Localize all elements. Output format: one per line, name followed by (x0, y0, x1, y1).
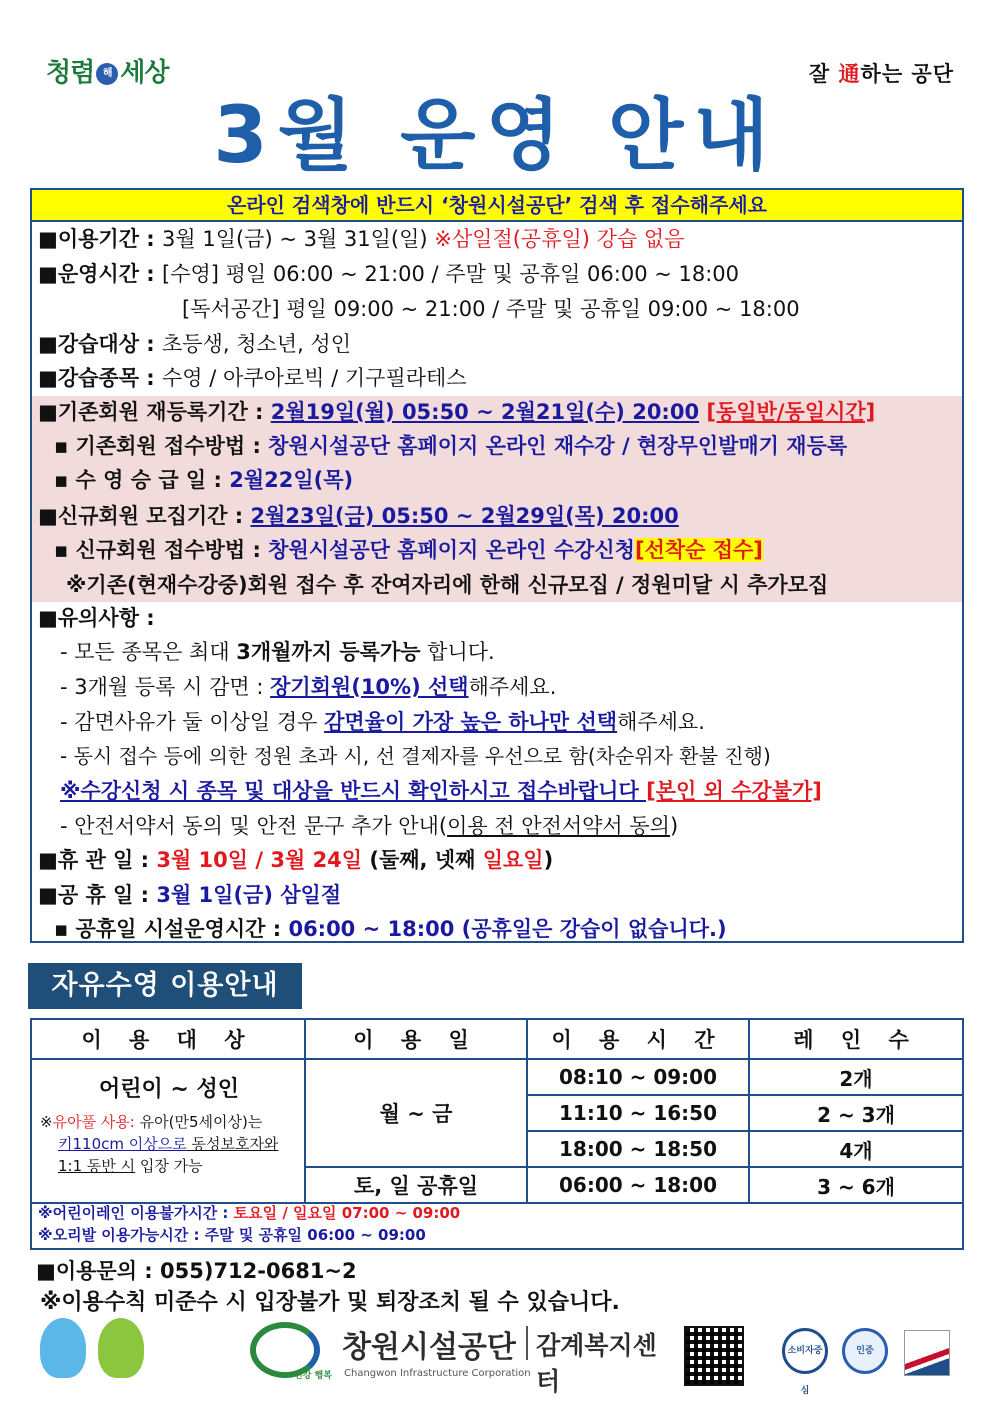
new-note-row: ※기존(현재수강중)회원 접수 후 잔여자리에 한해 신규모집 / 정원미달 시 추가모집 (66, 573, 829, 597)
child-lane-note-red: 토요일 / 일요일 07:00 ~ 09:00 (233, 1204, 461, 1222)
caution-2-bold: 장기회원(10%) 선택 (270, 675, 469, 699)
new-method-label: ▪ 신규회원 접수방법 : (54, 538, 269, 562)
mascot-green-icon (98, 1318, 144, 1378)
contact-line: ■이용문의 : 055)712-0681~2 (36, 1259, 357, 1283)
caution-4: - 동시 접수 등에 의한 정원 초과 시, 선 결제자를 우선으로 함(차순위자 환불 진행) (60, 744, 771, 768)
time-cell: 06:00 ~ 18:00 (527, 1167, 749, 1203)
target-note-3: 동성보호자와 (186, 1135, 279, 1153)
free-swim-title: 자유수영 이용안내 (28, 963, 302, 1009)
caution-6-post: ) (669, 814, 679, 838)
caution-6 (60, 811, 678, 841)
lanes-cell: 3 ~ 6개 (749, 1167, 963, 1203)
warning-line: ※이용수칙 미준수 시 입장불가 및 퇴장조치 될 수 있습니다. (40, 1290, 620, 1315)
sun-icon: 해 (96, 63, 118, 85)
corporation-logo (250, 1318, 680, 1396)
caution-5-red: [본인 외 수강불가] (646, 779, 822, 803)
caution-3-post: 해주세요. (617, 710, 705, 734)
holiday-value: 3월 1일(금) 삼일절 (156, 883, 342, 907)
child-lane-note-pre: ※어린이레인 이용불가시간 : (38, 1204, 234, 1222)
center-name: 감계복지센터 (536, 1331, 657, 1396)
free-swim-table (30, 1018, 964, 1204)
new-method-row (54, 535, 763, 565)
target-main: 어린이 ~ 성인 (98, 1077, 239, 1102)
logo-text-right: 세상 (120, 58, 169, 88)
target-note (40, 1111, 298, 1177)
slogan-pre: 잘 (808, 62, 839, 86)
rereg-label: ■기존회원 재등록기간 : (38, 400, 271, 424)
time-cell: 11:10 ~ 16:50 (527, 1095, 749, 1131)
consumer-badge-icon: 소비자중심 (782, 1328, 828, 1374)
corporation-tag: 건강 행복 (294, 1371, 332, 1381)
closed-label: ■휴 관 일 : (38, 848, 157, 872)
table-row (31, 1059, 963, 1095)
header-time: 이 용 시 간 (527, 1019, 749, 1059)
caution-1 (60, 637, 495, 667)
target-row (38, 329, 351, 359)
corporation-english: Changwon Infrastructure Corporation (344, 1368, 531, 1379)
logo-text-left: 청렴 (46, 58, 95, 88)
target-note-red: 유아풀 사용: (52, 1113, 135, 1131)
closed-end: ) (543, 848, 554, 872)
qr-code-icon (684, 1326, 744, 1386)
holiday-row (38, 880, 341, 910)
closed-row (38, 845, 553, 875)
hours-reading-row: [독서공간] 평일 09:00 ~ 21:00 / 주말 및 공휴일 09:00 ~ 18:00 (182, 297, 800, 321)
period-value: 3월 1일(금) ~ 3월 31일(일) (162, 227, 435, 251)
closed-post: (둘째, 넷째 (362, 848, 483, 872)
caution-5 (60, 776, 822, 806)
rereg-value: 2월19일(월) 05:50 ~ 2월21일(수) 20:00 (270, 400, 700, 424)
period-row (38, 224, 684, 254)
period-note: ※삼일절(공휴일) 강습 없음 (434, 227, 685, 251)
kinds-label: ■강습종목 : (38, 366, 163, 390)
caution-3 (60, 707, 705, 737)
target-note-4: 1:1 동반 시 (58, 1157, 136, 1175)
new-method-note: [선착순 접수] (634, 538, 763, 562)
mascot-blue-icon (40, 1318, 86, 1378)
holiday-hours-label: ▪ 공휴일 시설운영시간 : (54, 917, 289, 941)
integrity-logo (46, 52, 168, 89)
rereg-method-label: ▪ 기존회원 접수방법 : (54, 434, 269, 458)
caution-1-bold: 3개월까지 등록가능 (236, 640, 421, 664)
header-days: 이 용 일 (305, 1019, 527, 1059)
caution-6-pre: - 안전서약서 동의 및 안전 문구 추가 안내( (60, 814, 448, 838)
new-row (38, 501, 679, 531)
caution-label: ■유의사항 : (38, 606, 155, 630)
target-value: 초등생, 청소년, 성인 (162, 332, 352, 356)
promo-row (54, 465, 353, 495)
closed-dates: 3월 10일 / 3월 24일 (156, 848, 363, 872)
holiday-hours-value: 06:00 ~ 18:00 (공휴일은 강습이 없습니다.) (288, 917, 727, 941)
lanes-cell: 4개 (749, 1131, 963, 1167)
time-cell: 08:10 ~ 09:00 (527, 1059, 749, 1095)
header-target: 이 용 대 상 (31, 1019, 305, 1059)
fins-note: ※오리발 이용가능시간 : 주말 및 공휴일 06:00 ~ 09:00 (38, 1226, 426, 1244)
target-note-5: 입장 가능 (135, 1157, 203, 1175)
page-title: 3월 운영 안내 (213, 91, 779, 181)
target-label: ■강습대상 : (38, 332, 163, 356)
promo-label: ▪ 수 영 승 급 일 : (54, 468, 230, 492)
kinds-row (38, 363, 467, 393)
lanes-cell: 2개 (749, 1059, 963, 1095)
period-label: ■이용기간 : (38, 227, 163, 251)
target-note-1: 유아(만5세이상)는 (134, 1113, 263, 1131)
award-emblem-icon (904, 1330, 950, 1376)
hours-swim: [수영] 평일 06:00 ~ 21:00 / 주말 및 공휴일 06:00 ~ 18:00 (162, 262, 740, 286)
corporation-name: 창원시설공단 (342, 1330, 516, 1365)
slogan-post: 하는 공단 (860, 62, 954, 86)
header-lanes: 레 인 수 (749, 1019, 963, 1059)
rereg-method-value: 창원시설공단 홈페이지 온라인 재수강 / 현장무인발매기 재등록 (268, 434, 848, 458)
caution-2-pre: - 3개월 등록 시 감면 : (60, 675, 271, 699)
logo-divider (526, 1326, 528, 1360)
rereg-note: [동일반/동일시간] (706, 400, 876, 424)
caution-3-pre: - 감면사유가 둘 이상일 경우 (60, 710, 325, 734)
kinds-value: 수영 / 아쿠아로빅 / 기구필라테스 (162, 366, 467, 390)
table-header-row (31, 1019, 963, 1059)
caution-2 (60, 672, 556, 702)
caution-1-post: 합니다. (420, 640, 495, 664)
weekday-cell: 월 ~ 금 (305, 1059, 527, 1167)
promo-value: 2월22일(목) (229, 468, 354, 492)
holiday-label: ■공 휴 일 : (38, 883, 157, 907)
time-cell: 18:00 ~ 18:50 (527, 1131, 749, 1167)
slogan-red: 通 (838, 62, 861, 86)
target-note-pre: ※ (40, 1113, 53, 1131)
slogan (809, 58, 954, 88)
hours-label: ■운영시간 : (38, 262, 163, 286)
caution-1-pre: - 모든 종목은 최대 (60, 640, 237, 664)
new-method-value: 창원시설공단 홈페이지 온라인 수강신청 (268, 538, 635, 562)
new-value: 2월23일(금) 05:50 ~ 2월29일(목) 20:00 (250, 504, 679, 528)
new-label: ■신규회원 모집기간 : (38, 504, 251, 528)
caution-3-bold: 감면율이 가장 높은 하나만 선택 (324, 710, 618, 734)
child-lane-note (38, 1202, 962, 1224)
free-swim-notes (30, 1202, 964, 1250)
search-banner: 온라인 검색창에 반드시 ‘창원시설공단’ 검색 후 접수해주세요 (32, 190, 962, 222)
target-note-2: 키110cm 이상으로 (58, 1135, 187, 1153)
caution-5-blue: ※수강신청 시 종목 및 대상을 반드시 확인하시고 접수바랍니다 (60, 779, 647, 803)
caution-2-post: 해주세요. (468, 675, 557, 699)
lanes-cell: 2 ~ 3개 (749, 1095, 963, 1131)
caution-6-underlined: 이용 전 안전서약서 동의 (447, 814, 670, 838)
certification-badge-icon: 인증 (842, 1328, 888, 1374)
info-box (30, 188, 964, 943)
rereg-row (38, 397, 875, 427)
rereg-method-row (54, 431, 847, 461)
target-cell (31, 1059, 305, 1203)
holiday-hours-row (54, 914, 727, 944)
weekend-cell: 토, 일 공휴일 (305, 1167, 527, 1203)
closed-day: 일요일 (482, 848, 544, 872)
hours-row (38, 259, 739, 289)
